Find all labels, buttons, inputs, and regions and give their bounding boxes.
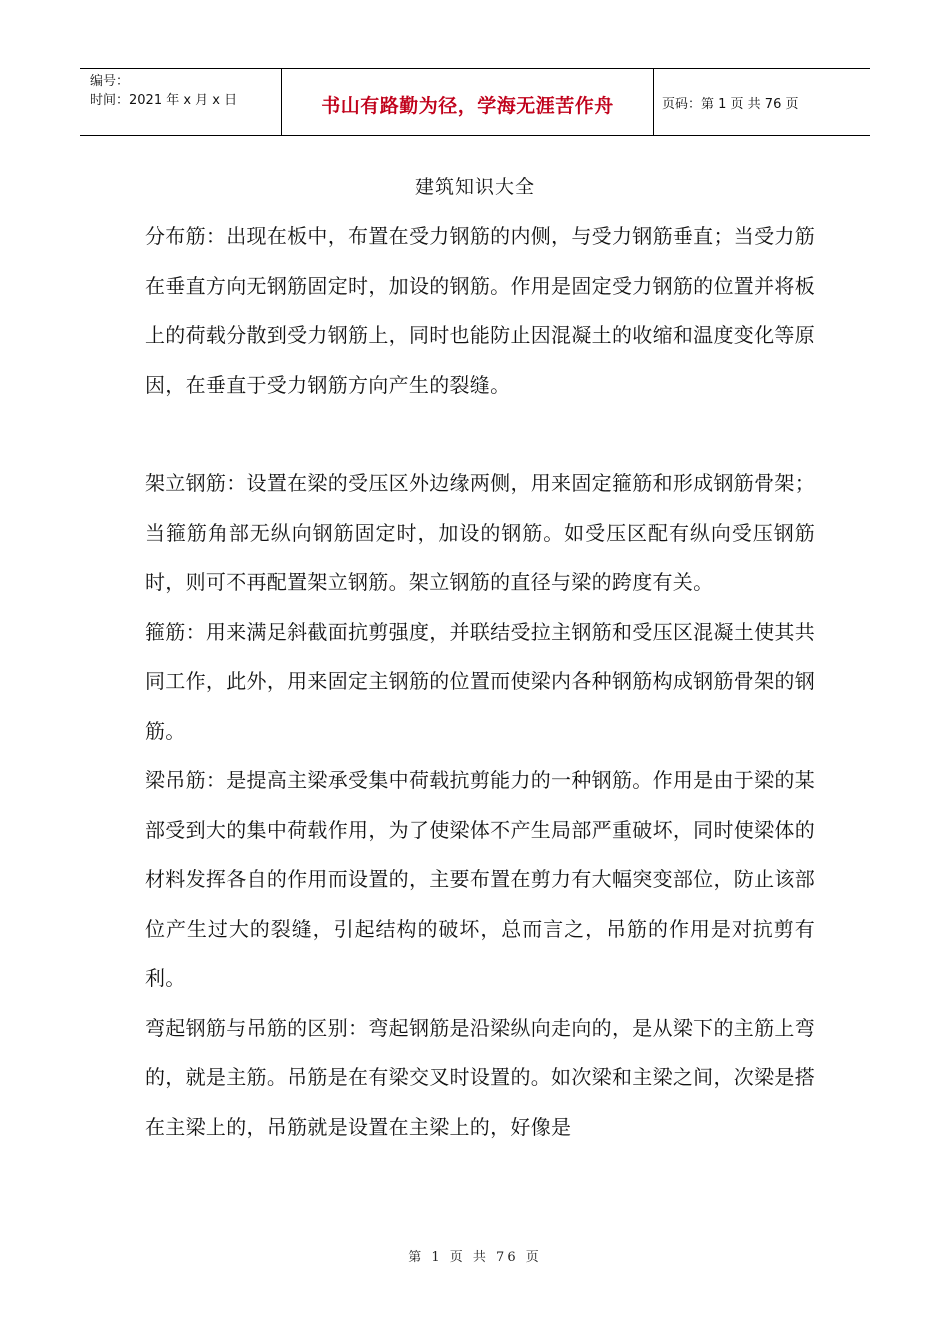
document-body xyxy=(145,212,815,1152)
paragraph-bent-vs-hanger: 弯起钢筋与吊筋的区别：弯起钢筋是沿梁纵向走向的，是从梁下的主筋上弯的，就是主筋。吊筋是在有梁交叉时设置的。如次梁和主梁之间，次梁是搭在主梁上的，吊筋就是设置在主梁上的，好像是 xyxy=(145,1015,815,1139)
paragraph-stirrup: 箍筋：用来满足斜截面抗剪强度，并联结受拉主钢筋和受压区混凝土使其共同工作，此外，用来固定主钢筋的位置而使梁内各种钢筋构成钢筋骨架的钢筋。 xyxy=(145,619,815,743)
paragraph-hanger-bar: 梁吊筋：是提高主梁承受集中荷载抗剪能力的一种钢筋。作用是由于梁的某部受到大的集中荷载作用，为了使梁体不产生局部严重破坏，同时使梁体的材料发挥各自的作用而设置的，主要布置在剪力有大幅突变部位，防止该部位产生过大的裂缝，引起结构的破坏，总而言之，吊筋的作用是对抗剪有利。 xyxy=(145,768,815,990)
paragraph-erection-bar: 架立钢筋：设置在梁的受压区外边缘两侧，用来固定箍筋和形成钢筋骨架；当箍筋角部无纵向钢筋固定时，加设的钢筋。如受压区配有纵向受压钢筋时，则可不再配置架立钢筋。架立钢筋的直径与梁的跨度有关。 xyxy=(145,471,815,594)
header-motto-cell xyxy=(282,69,654,135)
header-page-cell xyxy=(654,69,870,135)
motto-text: 书山有路勤为径，学海无涯苦作舟 xyxy=(321,94,614,117)
header-meta-cell xyxy=(80,69,282,135)
paragraph-distribution-bar: 分布筋：出现在板中，布置在受力钢筋的内侧，与受力钢筋垂直；当受力筋在垂直方向无钢筋固定时，加设的钢筋。作用是固定受力钢筋的位置并将板上的荷载分散到受力钢筋上，同时也能防止因混凝土的收缩和温度变化等原因，在垂直于受力钢筋方向产生的裂缝。 xyxy=(145,224,815,397)
page-footer: 第 1 页 共 76 页 xyxy=(408,1250,542,1265)
date-label: 时间：2021 年 x 月 x 日 xyxy=(90,93,238,108)
page-header xyxy=(80,68,870,136)
document-title: 建筑知识大全 xyxy=(414,176,535,198)
serial-number-label: 编号： xyxy=(90,74,130,89)
header-page-info: 页码：第 1 页 共 76 页 xyxy=(662,96,799,112)
